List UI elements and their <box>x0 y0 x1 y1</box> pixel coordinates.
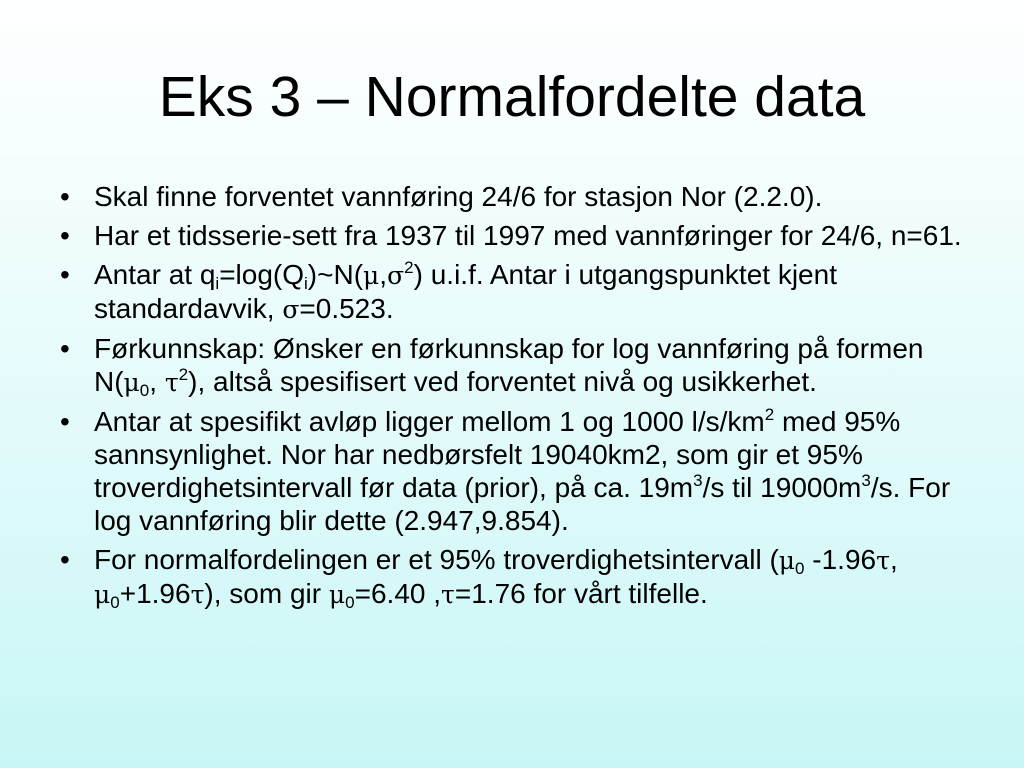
bullet-text: , <box>379 259 388 290</box>
bullet-list <box>60 180 990 617</box>
bullet-item <box>60 219 990 252</box>
bullet-text: med 95% sannsynlighet. Nor har nedbørsfelt 19040km2, som gir et 95% troverdighetsintervall før data (prior), på ca. 19m <box>94 406 901 503</box>
subscript: 0 <box>795 559 805 578</box>
bullet-text: Antar at q <box>94 259 216 290</box>
math-symbol: σ <box>282 295 300 324</box>
math-symbol: τ <box>876 546 890 575</box>
slide-title: Eks 3 – Normalfordelte data <box>158 65 866 129</box>
bullet-text: ), altså spesifisert ved forventet nivå og usikkerhet. <box>188 366 817 397</box>
superscript: 2 <box>764 405 775 424</box>
bullet-text: Skal finne forventet vannføring 24/6 for stasjon Nor (2.2.0). <box>94 181 823 212</box>
bullet-text: Førkunnskap: Ønsker en førkunnskap for log vannføring på formen N( <box>94 333 924 397</box>
bullet-item <box>60 180 990 213</box>
math-symbol: σ <box>387 261 405 290</box>
math-symbol: τ <box>441 580 455 609</box>
bullet-text: Antar at spesifikt avløp ligger mellom 1 og 1000 l/s/km <box>94 406 765 437</box>
bullet-text: Har et tidsserie-sett fra 1937 til 1997 med vannføringer for 24/6, n=61. <box>94 220 962 251</box>
bullet-item <box>60 405 990 537</box>
bullet-text: =0.523. <box>299 293 394 324</box>
math-symbol: τ <box>190 580 205 609</box>
bullet-marker: • <box>60 544 70 575</box>
bullet-marker: • <box>60 259 70 290</box>
math-symbol: μ <box>328 580 346 609</box>
subscript: 0 <box>345 593 355 612</box>
bullet-text: +1.96 <box>119 578 191 609</box>
subscript: 0 <box>139 381 150 400</box>
bullet-text: /s. For log vannføring blir dette (2.947,9.854). <box>94 472 951 536</box>
bullet-marker: • <box>60 333 70 364</box>
math-symbol: μ <box>363 261 380 290</box>
math-symbol: μ <box>778 546 796 575</box>
subscript: 0 <box>110 593 120 612</box>
bullet-text: /s til 19000m <box>702 472 862 503</box>
bullet-text: ) u.i.f. Antar i utgangspunktet kjent standardavvik, <box>94 259 837 324</box>
math-symbol: τ <box>164 368 179 397</box>
subscript: i <box>304 274 308 293</box>
math-symbol: μ <box>123 368 140 397</box>
bullet-item <box>60 258 990 326</box>
bullet-text: ), som gir <box>204 578 329 609</box>
bullet-marker: • <box>60 406 70 437</box>
bullet-text: , <box>149 366 165 397</box>
bullet-text: =6.40 , <box>354 578 442 609</box>
bullet-marker: • <box>60 220 70 251</box>
bullet-text: =log(Q <box>219 259 305 290</box>
superscript: 2 <box>178 365 189 384</box>
bullet-text: -1.96 <box>804 544 877 575</box>
bullet-text: , <box>889 544 898 575</box>
bullet-item <box>60 543 990 611</box>
bullet-text: =1.76 for vårt tilfelle. <box>454 578 708 609</box>
superscript: 2 <box>404 258 414 277</box>
bullet-text: )~N( <box>307 259 364 290</box>
subscript: i <box>215 274 220 293</box>
bullet-marker: • <box>60 181 70 212</box>
superscript: 3 <box>861 471 871 490</box>
superscript: 3 <box>693 471 703 490</box>
math-symbol: μ <box>94 580 111 609</box>
bullet-item <box>60 332 990 399</box>
bullet-text: For normalfordelingen er et 95% troverdighetsintervall ( <box>94 544 779 575</box>
